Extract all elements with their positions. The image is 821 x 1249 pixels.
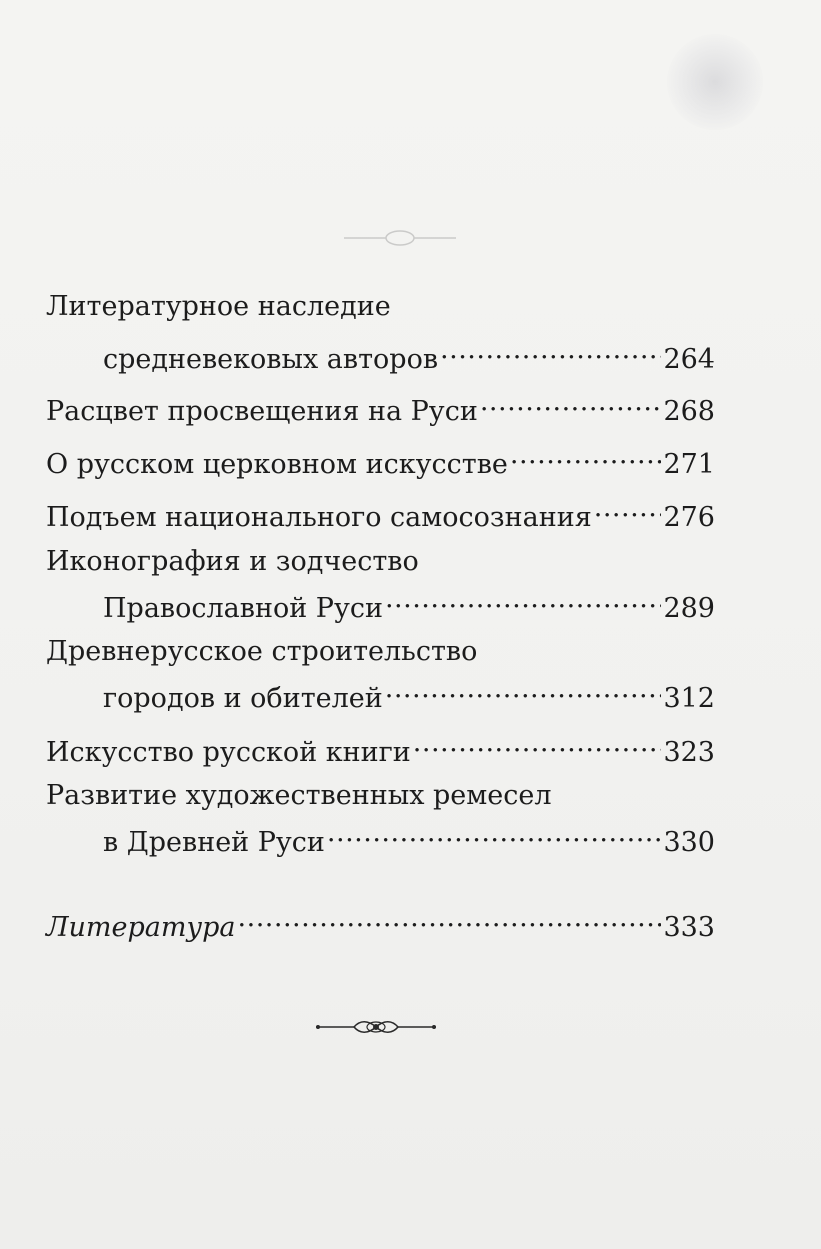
toc-page-number: 330 [663, 827, 715, 858]
toc-entry-title-line: средневековых авторов [103, 344, 439, 375]
toc-entry-title-line: Иконография и зодчество [46, 546, 419, 577]
toc-entry-title: Подъем национального самосознания [46, 502, 592, 533]
toc-entry[interactable] [103, 334, 715, 375]
toc-entry-title: О русском церковном искусстве [46, 449, 508, 480]
toc-entry-title: Литература [46, 912, 236, 943]
leader-dots [327, 817, 662, 851]
leader-dots [238, 902, 662, 936]
toc-entry-title-line: Литературное наследие [46, 291, 391, 322]
toc-entry[interactable] [46, 727, 715, 768]
toc-entry[interactable] [46, 439, 715, 480]
toc-entry-title-line: Развитие художественных ремесел [46, 780, 552, 811]
toc-entry[interactable] [103, 583, 715, 624]
leader-dots [480, 386, 662, 420]
leader-dots [385, 673, 662, 707]
toc-entry[interactable] [46, 492, 715, 533]
toc-page-number: 276 [663, 502, 715, 533]
toc-page-number: 271 [663, 449, 715, 480]
toc-entry[interactable] [103, 817, 715, 858]
leader-dots [594, 492, 662, 526]
toc-entry-title-line: Древнерусское строительство [46, 636, 478, 667]
leader-dots [413, 727, 662, 761]
leader-dots [385, 583, 661, 617]
leader-dots [440, 334, 661, 368]
toc-entry-title: Искусство русской книги [46, 737, 411, 768]
toc-entry-title-line: городов и обителей [103, 683, 383, 714]
toc-entry-title: Расцвет просвещения на Руси [46, 396, 478, 427]
toc-page-number: 333 [663, 912, 715, 943]
bottom-ornament-icon [314, 1016, 438, 1038]
toc-page-number: 264 [663, 344, 715, 375]
toc-entry-title-line: в Древней Руси [103, 827, 325, 858]
toc-page-number: 268 [663, 396, 715, 427]
toc-entry-title-line: Православной Руси [103, 593, 383, 624]
toc-page-number: 323 [663, 737, 715, 768]
toc-entry[interactable] [46, 386, 715, 427]
toc-page-number: 312 [663, 683, 715, 714]
toc-entry[interactable] [103, 673, 715, 714]
toc-entry[interactable] [46, 902, 715, 943]
toc-page-number: 289 [663, 593, 715, 624]
leader-dots [510, 439, 662, 473]
